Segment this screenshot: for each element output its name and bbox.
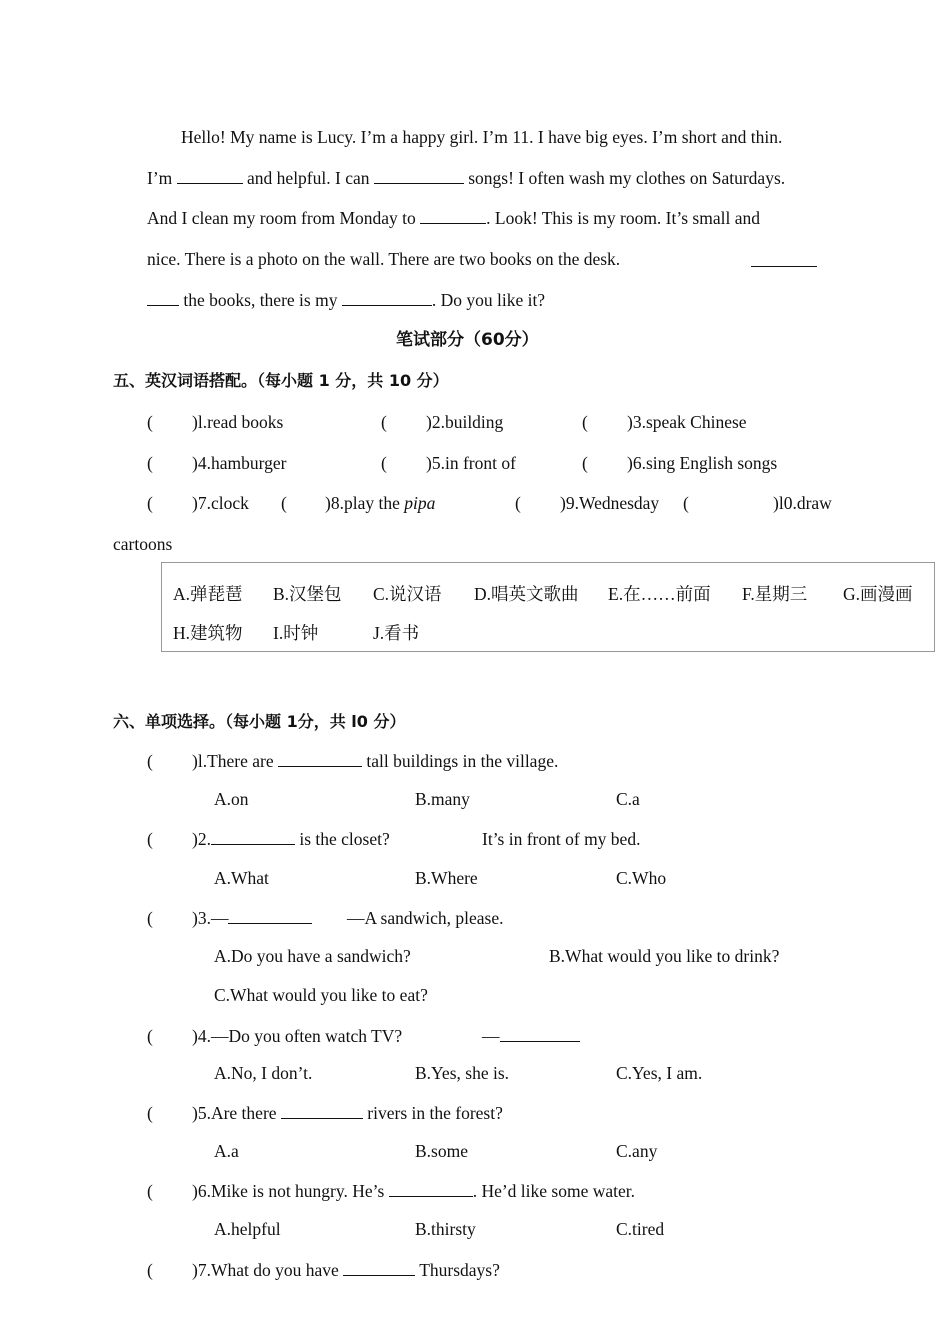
text: 5.in front of: [431, 453, 516, 473]
paren: ): [426, 453, 432, 473]
question-3: [192, 907, 312, 929]
question-6: [192, 1180, 635, 1202]
question-1: [192, 750, 558, 772]
answer-blank[interactable]: [420, 207, 486, 224]
paren: (: [381, 412, 387, 432]
text: 5.Are there: [197, 1103, 277, 1123]
paren: (: [147, 908, 153, 928]
choice-c[interactable]: C.a: [616, 789, 640, 809]
text: 3.speak Chinese: [632, 412, 747, 432]
match-item[interactable]: [147, 452, 153, 474]
match-item-label: [192, 452, 286, 474]
match-item-label: [426, 411, 503, 433]
paren: ): [426, 412, 432, 432]
text: 2.building: [431, 412, 504, 432]
option: F.星期三: [742, 584, 808, 604]
option: A.弹琵琶: [173, 584, 243, 604]
match-item-wrap: cartoons: [113, 534, 173, 554]
match-item-label: [426, 452, 516, 474]
answer-paren[interactable]: [147, 907, 153, 929]
match-item-label: [192, 411, 283, 433]
paren: ): [192, 1103, 198, 1123]
passage-line-4: nice. There is a photo on the wall. There are two books on the desk.: [147, 249, 621, 269]
text: rivers in the forest?: [367, 1103, 503, 1123]
choice-c[interactable]: C.What would you like to eat?: [214, 985, 428, 1005]
text: 2.: [197, 829, 211, 849]
text-italic: pipa: [404, 493, 436, 513]
answer-blank[interactable]: [147, 289, 179, 306]
passage-line-2: [147, 167, 785, 189]
text: 9.Wednesday: [565, 493, 660, 513]
text: 7.What do you have: [197, 1260, 339, 1280]
paren: (: [147, 829, 153, 849]
text: l.There are: [197, 751, 274, 771]
paren: ): [627, 453, 633, 473]
choice-c[interactable]: C.Yes, I am.: [616, 1063, 703, 1083]
choice-a[interactable]: A.What: [214, 868, 269, 888]
text: 6.sing English songs: [632, 453, 778, 473]
match-item-label: [773, 492, 832, 514]
text: 8.play the: [330, 493, 405, 513]
answer-blank[interactable]: [500, 1025, 580, 1042]
choice-a[interactable]: A.Do you have a sandwich?: [214, 946, 411, 966]
question-2: [192, 828, 390, 850]
paren: (: [147, 412, 153, 432]
match-item-label: [560, 492, 659, 514]
question-3-response: —A sandwich, please.: [347, 908, 504, 928]
paren: (: [147, 1026, 153, 1046]
question-4-response: [482, 1025, 580, 1047]
text: . Do you like it?: [431, 290, 546, 310]
paren: ): [192, 908, 198, 928]
paren: ): [560, 493, 566, 513]
match-item[interactable]: [381, 411, 387, 433]
answer-blank[interactable]: [374, 167, 464, 184]
choice-a[interactable]: A.a: [214, 1141, 239, 1161]
option: J.看书: [373, 623, 420, 643]
paren: ): [192, 829, 198, 849]
answer-blank[interactable]: [281, 1102, 363, 1119]
choice-b[interactable]: B.some: [415, 1141, 468, 1161]
choice-a[interactable]: A.No, I don’t.: [214, 1063, 313, 1083]
answer-paren[interactable]: [147, 1259, 153, 1281]
paren: (: [582, 412, 588, 432]
option: B.汉堡包: [273, 584, 342, 604]
match-item[interactable]: [381, 452, 387, 474]
options-box: [161, 562, 935, 652]
paren: ): [192, 1181, 198, 1201]
option: E.在……前面: [608, 584, 711, 604]
passage-line-3: [147, 207, 760, 229]
choice-c[interactable]: C.Who: [616, 868, 667, 888]
match-item[interactable]: [683, 492, 689, 514]
match-item-label: [627, 411, 747, 433]
text: 3.—: [197, 908, 229, 928]
text: l0.draw: [778, 493, 832, 513]
choice-b[interactable]: B.many: [415, 789, 470, 809]
choice-b[interactable]: B.What would you like to drink?: [549, 946, 780, 966]
paren: ): [192, 412, 198, 432]
paren: (: [147, 1103, 153, 1123]
paren: ): [627, 412, 633, 432]
paren: ): [325, 493, 331, 513]
paren: (: [147, 493, 153, 513]
text: tall buildings in the village.: [366, 751, 559, 771]
paren: (: [683, 493, 689, 513]
text: is the closet?: [299, 829, 390, 849]
option: I.时钟: [273, 623, 319, 643]
choice-b[interactable]: B.Where: [415, 868, 478, 888]
paren: ): [192, 493, 198, 513]
question-2-answer: It’s in front of my bed.: [482, 829, 641, 849]
choice-c[interactable]: C.tired: [616, 1219, 665, 1239]
choice-a[interactable]: A.on: [214, 789, 249, 809]
answer-paren[interactable]: [147, 1180, 153, 1202]
text: and helpful. I can: [247, 168, 370, 188]
question-4: [192, 1025, 402, 1047]
answer-paren[interactable]: [147, 1025, 153, 1047]
option: D.唱英文歌曲: [474, 584, 579, 604]
paren: (: [147, 751, 153, 771]
match-item[interactable]: [515, 492, 521, 514]
text: songs! I often wash my clothes on Saturdays.: [468, 168, 786, 188]
text: —: [482, 1026, 500, 1046]
paren: (: [582, 453, 588, 473]
choice-b[interactable]: B.thirsty: [415, 1219, 476, 1239]
text: . Look! This is my room. It’s small and: [486, 208, 760, 228]
match-item-label: [627, 452, 777, 474]
answer-blank[interactable]: [211, 828, 295, 845]
paren: (: [281, 493, 287, 513]
text: And I clean my room from Monday to: [147, 208, 416, 228]
section6-heading: 六、单项选择。（每小题 1分，共 l0 分）: [113, 712, 406, 731]
text: 7.clock: [197, 493, 249, 513]
paren: (: [147, 453, 153, 473]
question-5: [192, 1102, 503, 1124]
match-item-label: [192, 492, 249, 514]
section5-heading: 五、英汉词语搭配。（每小题 1 分，共 10 分）: [113, 371, 449, 390]
option: G.画漫画: [843, 584, 913, 604]
text: . He’d like some water.: [472, 1181, 636, 1201]
answer-blank[interactable]: [342, 289, 432, 306]
paren: ): [192, 751, 198, 771]
match-item[interactable]: [281, 492, 287, 514]
question-7: [192, 1259, 500, 1281]
answer-blank[interactable]: [177, 167, 243, 184]
text: Thursdays?: [419, 1260, 500, 1280]
paren: ): [192, 1260, 198, 1280]
choice-b[interactable]: B.Yes, she is.: [415, 1063, 510, 1083]
answer-paren[interactable]: [147, 1102, 153, 1124]
match-item[interactable]: [147, 492, 153, 514]
match-item[interactable]: [147, 411, 153, 433]
text: the books, there is my: [183, 290, 338, 310]
match-item[interactable]: [582, 411, 588, 433]
answer-blank[interactable]: [343, 1259, 415, 1276]
text: 6.Mike is not hungry. He’s: [197, 1181, 385, 1201]
paren: (: [147, 1181, 153, 1201]
passage-line-1: Hello! My name is Lucy. I’m a happy girl. I’m 11. I have big eyes. I’m short and thin.: [181, 127, 783, 147]
paren: (: [515, 493, 521, 513]
text: I’m: [147, 168, 173, 188]
option: C.说汉语: [373, 584, 442, 604]
text: 4.—Do you often watch TV?: [197, 1026, 403, 1046]
text: l.read books: [197, 412, 284, 432]
answer-blank[interactable]: [751, 250, 817, 267]
text: 4.hamburger: [197, 453, 287, 473]
answer-blank[interactable]: [389, 1180, 473, 1197]
choice-c[interactable]: C.any: [616, 1141, 658, 1161]
paren: ): [192, 1026, 198, 1046]
match-item[interactable]: [582, 452, 588, 474]
answer-paren[interactable]: [147, 750, 153, 772]
answer-blank[interactable]: [278, 750, 362, 767]
paren: ): [773, 493, 779, 513]
written-part-title: 笔试部分（60分）: [396, 330, 539, 350]
paren: (: [147, 1260, 153, 1280]
paren: ): [192, 453, 198, 473]
passage-line-5: [147, 289, 545, 311]
match-item-label: [325, 492, 435, 514]
paren: (: [381, 453, 387, 473]
choice-a[interactable]: A.helpful: [214, 1219, 281, 1239]
option: H.建筑物: [173, 623, 243, 643]
answer-paren[interactable]: [147, 828, 153, 850]
answer-blank[interactable]: [228, 907, 312, 924]
